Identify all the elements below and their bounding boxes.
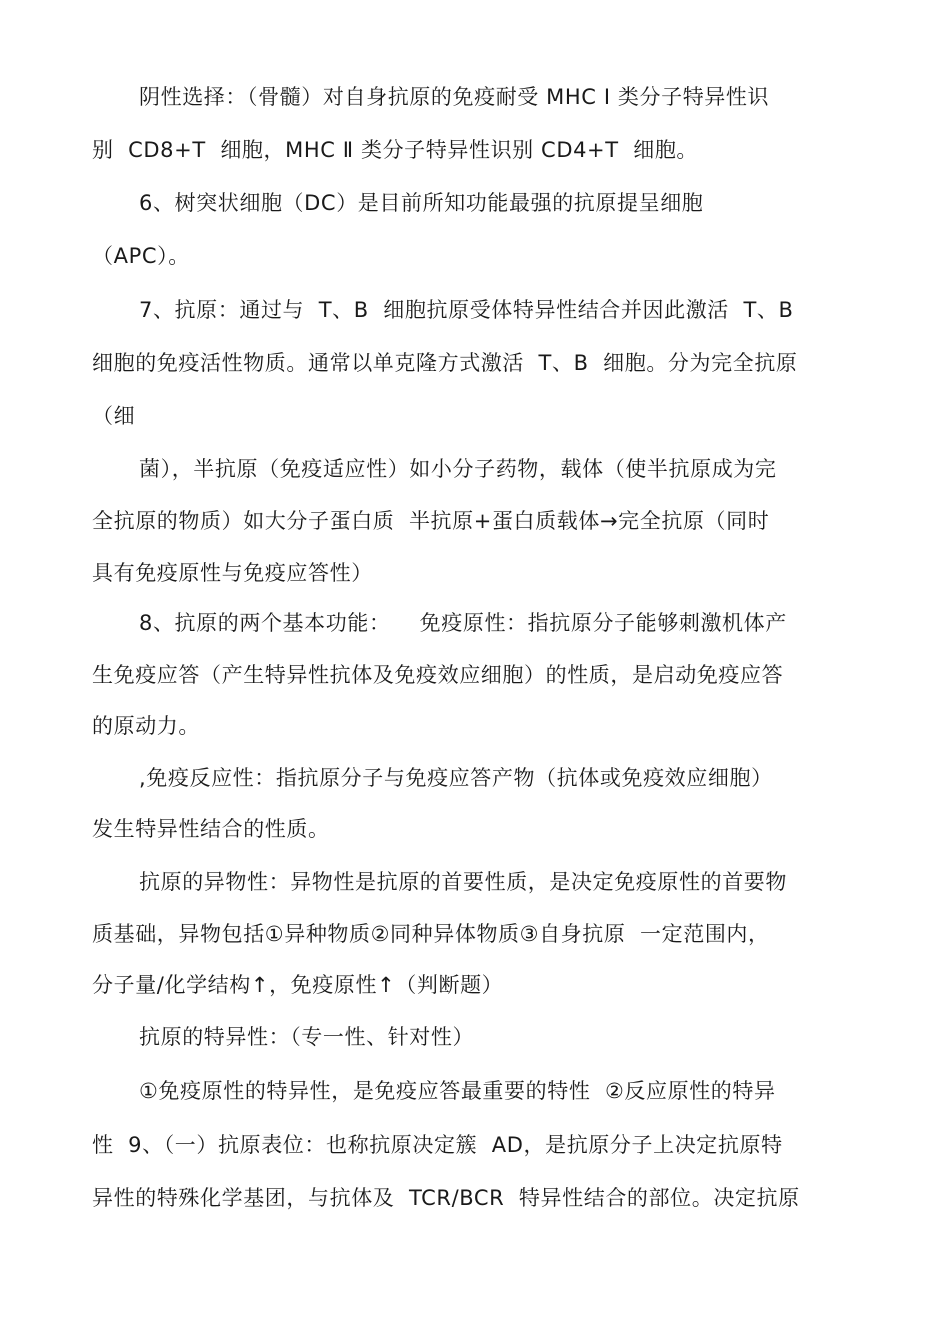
text-line: 分子量/化学结构↑，免疫原性↑（判断题）	[92, 973, 504, 997]
text-line: 发生特异性结合的性质。	[92, 817, 330, 841]
text-line: 8、抗原的两个基本功能： 免疫原性：指抗原分子能够刺激机体产	[139, 611, 787, 635]
text-line: 6、树突状细胞（DC）是目前所知功能最强的抗原提呈细胞	[139, 191, 704, 215]
text-line: 具有免疫原性与免疫应答性）	[92, 561, 373, 585]
text-line: 异性的特殊化学基团，与抗体及 TCR/BCR 特异性结合的部位。决定抗原	[92, 1186, 800, 1210]
text-line: 全抗原的物质）如大分子蛋白质 半抗原+蛋白质载体→完全抗原（同时	[92, 509, 770, 533]
text-line: 生免疫应答（产生特异性抗体及免疫效应细胞）的性质，是启动免疫应答	[92, 663, 784, 687]
text-line: 阴性选择：（骨髓）对自身抗原的免疫耐受 MHC Ⅰ 类分子特异性识	[139, 85, 770, 109]
text-line: 质基础，异物包括①异种物质②同种异体物质③自身抗原 一定范围内，	[92, 922, 770, 946]
text-line: （细	[92, 404, 136, 428]
text-line: 性 9、（一）抗原表位：也称抗原决定簇 AD，是抗原分子上决定抗原特	[92, 1133, 783, 1157]
text-line: 抗原的异物性：异物性是抗原的首要性质，是决定免疫原性的首要物	[139, 870, 787, 894]
text-line: 的原动力。	[92, 714, 200, 738]
text-line: ①免疫原性的特异性，是免疫应答最重要的特性 ②反应原性的特异	[139, 1079, 776, 1103]
text-line: 7、抗原：通过与 T、B 细胞抗原受体特异性结合并因此激活 T、B	[139, 298, 794, 322]
text-line: 别 CD8+T 细胞，MHC Ⅱ 类分子特异性识别 CD4+T 细胞。	[92, 138, 699, 162]
text-line: 抗原的特异性：（专一性、针对性）	[139, 1025, 475, 1049]
text-line: 菌），半抗原（免疫适应性）如小分子药物，载体（使半抗原成为完	[139, 457, 777, 481]
text-line: （APC）。	[92, 244, 190, 268]
text-line: 细胞的免疫活性物质。通常以单克隆方式激活 T、B 细胞。分为完全抗原	[92, 351, 798, 375]
text-line: ,免疫反应性：指抗原分子与免疫应答产物（抗体或免疫效应细胞）	[139, 766, 773, 790]
